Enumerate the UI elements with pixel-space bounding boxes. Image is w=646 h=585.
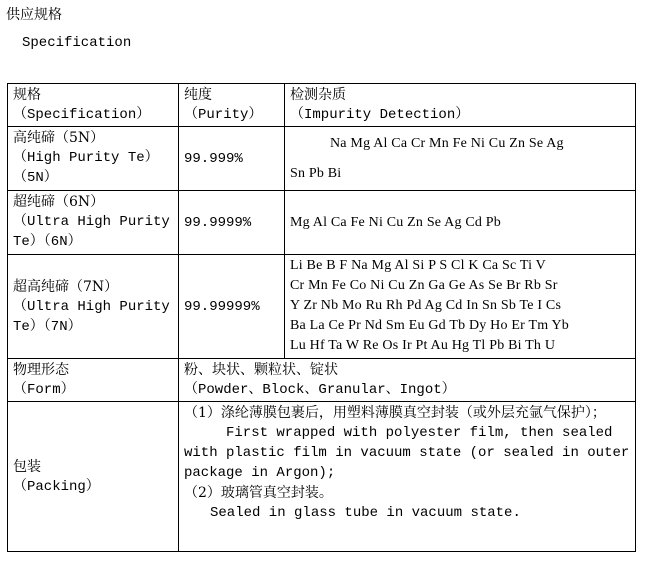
packing-item-1-en-line-3: package in Argon); [184,465,336,481]
grade-name-cell [8,127,179,191]
form-value-cell [179,359,636,402]
grade-name-en: （Ultra High Purity [13,214,170,230]
grade-name-cell [8,255,179,359]
packing-item-2-cn: （2）玻璃管真空封装。 [184,485,333,501]
purity-cell: 99.999% [179,127,285,191]
table-row [8,255,636,359]
grade-name-cn: 超纯碲（6N） [13,194,105,210]
form-row [8,359,636,402]
grade-name-en-2: （5N） [13,170,58,186]
form-label-cell [8,359,179,402]
header-impurity [285,84,636,127]
impurity-line: Mg Al Ca Fe Ni Cu Zn Se Ag Cd Pb [290,214,501,230]
table-header-row [8,84,636,127]
purity-cell: 99.99999% [179,255,285,359]
packing-row [8,402,636,552]
header-impurity-cn: 检测杂质 [290,87,346,103]
grade-name-cn: 高纯碲（5N） [13,130,105,146]
form-value-en: （Powder、Block、Granular、Ingot） [184,382,456,398]
form-value-cn: 粉、块状、颗粒状、锭状 [184,362,338,378]
packing-item-1-en-line-1: First wrapped with polyester film, then sealed [226,425,613,441]
packing-item-1-en-line-2: with plastic film in vacuum state (or sealed in outer [184,445,630,461]
packing-label-cell [8,402,179,552]
table-row [8,127,636,191]
impurity-line: Ba La Ce Pr Nd Sm Eu Gd Tb Dy Ho Er Tm Yb [290,318,569,333]
grade-name-cell [8,191,179,255]
header-purity-en: （Purity） [184,107,263,123]
impurity-line: Li Be B F Na Mg Al Si P S Cl K Ca Sc Ti V [290,258,546,273]
grade-name-en: （Ultra High Purity [13,298,170,315]
table-row [8,191,636,255]
impurity-line: Sn Pb Bi [290,166,342,181]
header-impurity-en: （Impurity Detection） [290,107,470,123]
impurities-cell [285,255,636,359]
header-spec-cn: 规格 [13,87,41,103]
header-spec-en: （Specification） [13,107,151,123]
header-purity-cn: 纯度 [184,87,212,103]
header-spec [8,84,179,127]
form-label-cn: 物理形态 [13,362,69,378]
impurity-line: Y Zr Nb Mo Ru Rh Pd Ag Cd In Sn Sb Te I Cs [290,298,562,313]
grade-name-en-2: Te）（6N） [13,234,82,250]
purity-cell: 99.9999% [179,191,285,255]
specification-table [7,83,636,552]
page-title-en: Specification [22,35,132,51]
impurities-cell [285,191,636,255]
impurity-line: Cr Mn Fe Co Ni Cu Zn Ga Ge As Se Br Rb Sr [290,278,558,293]
grade-name-en-2: Te）（7N） [13,318,82,335]
impurity-line: Lu Hf Ta W Re Os Ir Pt Au Hg Tl Pb Bi Th U [290,338,556,353]
impurities-cell [285,127,636,191]
packing-label-en: （Packing） [13,478,100,495]
packing-label-cn: 包装 [13,458,41,475]
grade-name-en: （High Purity Te） [13,150,159,166]
form-label-en: （Form） [13,382,75,398]
page-title-cn: 供应规格 [6,7,62,23]
packing-item-1-cn: （1）涤纶薄膜包裹后，用塑料薄膜真空封装（或外层充氩气保护）； [184,405,606,421]
header-purity [179,84,285,127]
grade-name-cn: 超高纯碲（7N） [13,278,119,295]
packing-value-cell [179,402,636,552]
packing-item-2-en: Sealed in glass tube in vacuum state. [210,505,521,521]
impurity-line: Na Mg Al Ca Cr Mn Fe Ni Cu Zn Se Ag [330,136,564,151]
